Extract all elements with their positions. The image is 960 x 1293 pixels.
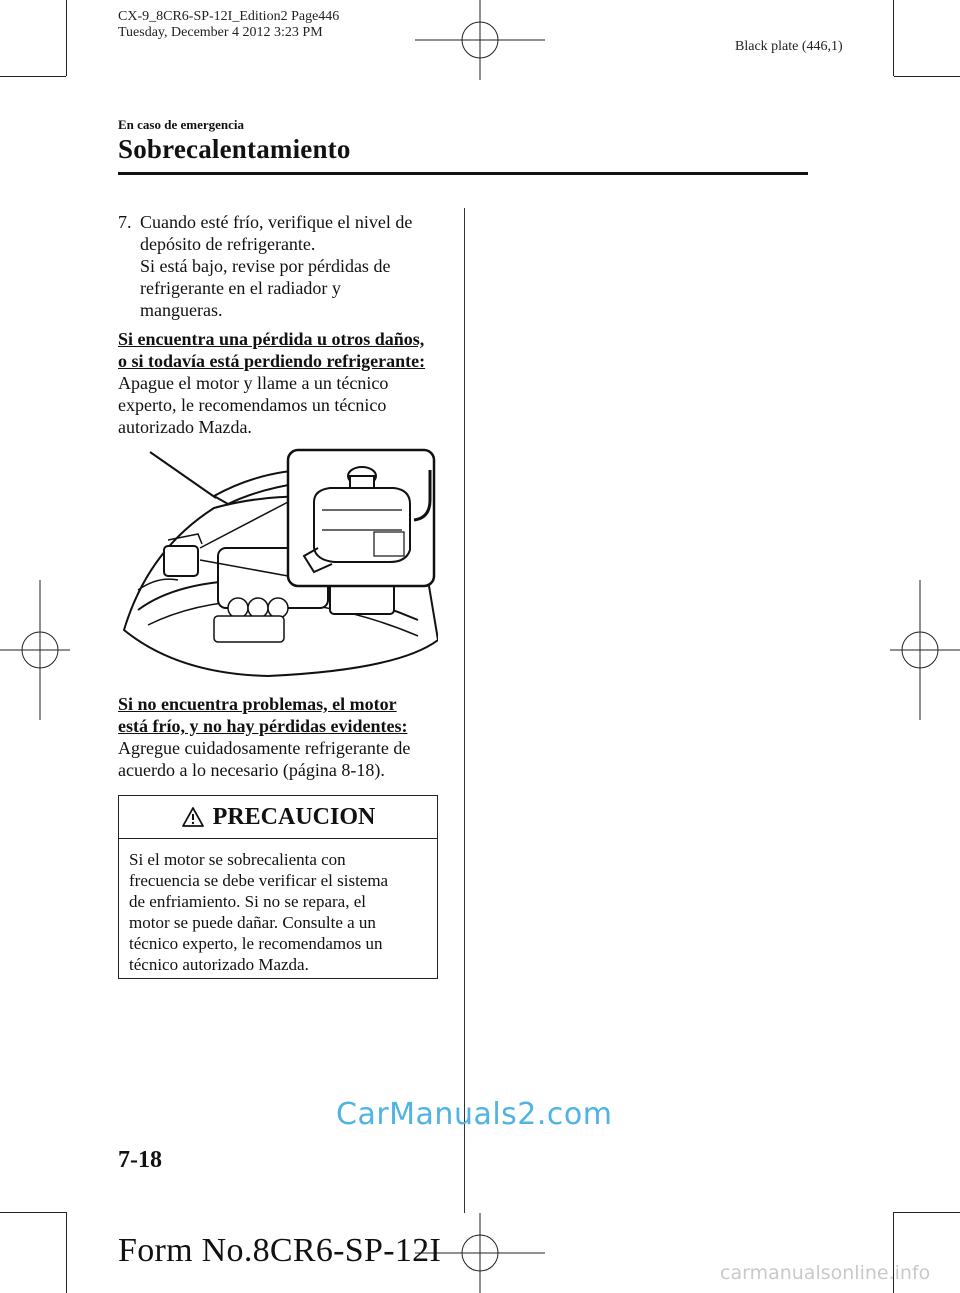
registration-target-top bbox=[415, 0, 545, 80]
caution-line: motor se puede dañar. Consulte a un bbox=[129, 913, 376, 932]
ok-body-line: Agregue cuidadosamente refrigerante de bbox=[118, 738, 411, 758]
caution-line: Si el motor se sobrecalienta con bbox=[129, 850, 346, 869]
caution-title: PRECAUCION bbox=[212, 803, 376, 830]
registration-target-left bbox=[0, 580, 70, 720]
site-watermark[interactable]: carmanualsonline.info bbox=[720, 1262, 931, 1284]
section-label: En caso de emergencia bbox=[118, 117, 245, 132]
title-rule bbox=[118, 172, 808, 175]
ok-body-line: acuerdo a lo necesario (página 8-18). bbox=[118, 760, 385, 780]
leak-heading bbox=[118, 328, 448, 372]
caution-text bbox=[119, 839, 437, 985]
ok-heading bbox=[118, 693, 448, 737]
leak-body-line: autorizado Mazda. bbox=[118, 417, 252, 437]
engine-coolant-reservoir-illustration bbox=[118, 440, 438, 680]
caution-box bbox=[118, 795, 438, 979]
print-timestamp: Tuesday, December 4 2012 3:23 PM bbox=[118, 25, 323, 40]
step-line: Si está bajo, revise por pérdidas de bbox=[140, 256, 391, 276]
column-divider bbox=[464, 208, 465, 1213]
page-title: Sobrecalentamiento bbox=[118, 134, 351, 164]
leak-section bbox=[118, 328, 448, 438]
warning-triangle-icon bbox=[181, 806, 205, 828]
step-line: refrigerante en el radiador y bbox=[140, 278, 341, 298]
page-number: 7-18 bbox=[118, 1147, 162, 1173]
caution-header bbox=[119, 796, 437, 839]
form-number: Form No.8CR6-SP-12I bbox=[118, 1232, 442, 1269]
caution-line: frecuencia se debe verificar el sistema bbox=[129, 871, 389, 890]
ok-body bbox=[118, 737, 448, 781]
ok-heading-line: está frío, y no hay pérdidas evidentes: bbox=[118, 716, 408, 736]
leak-heading-line: o si todavía está perdiendo refrigerante: bbox=[118, 351, 426, 371]
plate-label: Black plate (446,1) bbox=[735, 39, 843, 54]
caution-line: técnico experto, le recomendamos un bbox=[129, 934, 383, 953]
step-line: depósito de refrigerante. bbox=[140, 234, 316, 254]
ok-section bbox=[118, 693, 448, 781]
watermark: CarManuals2.com bbox=[336, 1097, 613, 1132]
registration-target-right bbox=[890, 580, 960, 720]
caution-line: técnico autorizado Mazda. bbox=[129, 955, 309, 974]
leak-body-line: Apague el motor y llame a un técnico bbox=[118, 373, 389, 393]
ok-heading-line: Si no encuentra problemas, el motor bbox=[118, 694, 397, 714]
step-number: 7. bbox=[118, 212, 132, 232]
step-7 bbox=[118, 211, 448, 321]
leak-body bbox=[118, 372, 448, 438]
step-line: Cuando esté frío, verifique el nivel de bbox=[140, 212, 413, 232]
step-text bbox=[140, 211, 412, 321]
leak-body-line: experto, le recomendamos un técnico bbox=[118, 395, 387, 415]
step-line: mangueras. bbox=[140, 300, 223, 320]
doc-id: CX-9_8CR6-SP-12I_Edition2 Page446 bbox=[118, 9, 340, 24]
leak-heading-line: Si encuentra una pérdida u otros daños, bbox=[118, 329, 425, 349]
caution-line: de enfriamiento. Si no se repara, el bbox=[129, 892, 366, 911]
